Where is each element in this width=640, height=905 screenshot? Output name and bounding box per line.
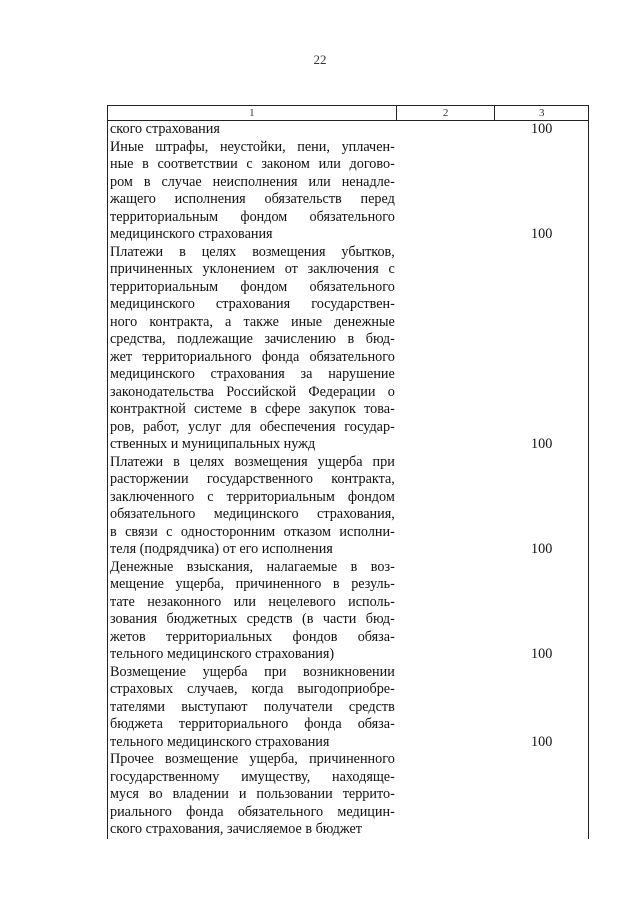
row-percentage <box>495 244 588 454</box>
row-col-2 <box>395 244 496 454</box>
row-description <box>108 244 395 454</box>
income-table <box>107 105 589 839</box>
row-description <box>108 664 395 752</box>
description-line: ные в соответствии с законом или догово- <box>110 156 395 172</box>
table-row <box>108 664 588 752</box>
description-line: Платежи в целях возмещения убытков, <box>110 243 395 260</box>
description-line: жет территориального фонда обязательного <box>110 348 395 365</box>
description-line: территориальным фондом обязательного <box>110 278 395 295</box>
table-header <box>108 105 588 121</box>
row-percentage <box>495 559 588 664</box>
description-line: ного контракта, а также иные денежные <box>110 313 395 330</box>
row-percentage <box>495 139 588 244</box>
description-line: тате незаконного или нецелевого исполь- <box>110 593 395 610</box>
description-line: Иные штрафы, неустойки, пени, уплачен- <box>110 138 395 155</box>
description-line: тателями выступают получатели средств <box>110 698 395 715</box>
description-line: ром в случае неисполнения или ненадле- <box>110 173 395 190</box>
description-line: зования бюджетных средств (в части бюд- <box>110 611 395 627</box>
row-col-2 <box>395 454 496 559</box>
header-col-2: 2 <box>397 106 496 120</box>
description-line: ственных и муниципальных нужд <box>110 436 316 452</box>
description-line: Платежи в целях возмещения ущерба при <box>110 453 395 470</box>
table-row <box>108 139 588 244</box>
percentage-value: 100 <box>531 541 553 557</box>
description-line: медицинского страхования за нарушение <box>110 366 395 382</box>
table-row <box>108 121 588 139</box>
row-description <box>108 139 395 244</box>
header-col-3: 3 <box>538 107 545 119</box>
description-line: медицинского страхования <box>110 226 273 242</box>
table-row <box>108 559 588 664</box>
row-percentage <box>495 664 588 752</box>
percentage-value: 100 <box>531 646 553 662</box>
description-line: бюджета территориального фонда обяза- <box>110 716 395 732</box>
description-line: обязательного медицинского страхования, <box>110 506 395 522</box>
description-line: средства, подлежащие зачислению в бюд- <box>110 331 395 347</box>
description-line: тельного медицинского страхования) <box>110 646 335 662</box>
description-line: в связи с односторонним отказом исполни- <box>110 523 395 540</box>
description-line: жетов территориальных фондов обяза- <box>110 628 395 645</box>
row-percentage <box>495 121 588 139</box>
row-col-2 <box>395 664 496 752</box>
percentage-value: 100 <box>531 436 553 452</box>
table-row <box>108 454 588 559</box>
page-number: 22 <box>313 52 327 67</box>
row-description <box>108 121 395 139</box>
description-line: ского страхования, зачисляемое в бюджет <box>110 821 363 837</box>
table-row <box>108 244 588 454</box>
percentage-value: 100 <box>531 226 553 242</box>
description-line: Возмещение ущерба при возникновении <box>110 663 395 680</box>
description-line: жащего исполнения обязательств перед <box>110 191 395 207</box>
percentage-value: 100 <box>531 733 553 750</box>
description-line: медицинского страхования государствен- <box>110 296 395 312</box>
row-description <box>108 751 395 839</box>
row-col-2 <box>395 559 496 664</box>
description-line: муся во владении и пользовании террито- <box>110 786 395 802</box>
description-line: территориальным фондом обязательного <box>110 208 395 225</box>
description-line: расторжении государственного контракта, <box>110 471 395 487</box>
description-line: ров, работ, услуг для обеспечения государ- <box>110 418 395 435</box>
row-col-2 <box>395 751 496 839</box>
row-percentage <box>495 751 588 839</box>
description-line: риального фонда обязательного медицин- <box>110 803 395 820</box>
row-percentage <box>495 454 588 559</box>
table-row <box>108 751 588 839</box>
description-line: государственному имуществу, находяще- <box>110 768 395 785</box>
description-line: контрактной системе в сфере закупок това- <box>110 401 395 417</box>
description-line: мещение ущерба, причиненного в резуль- <box>110 576 395 592</box>
table-body <box>108 121 588 839</box>
row-col-2 <box>395 121 496 139</box>
description-line: ского страхования <box>110 121 220 137</box>
header-col-1: 1 <box>108 106 397 120</box>
percentage-value: 100 <box>531 121 553 137</box>
description-line: тельного медицинского страхования <box>110 733 330 750</box>
row-description <box>108 454 395 559</box>
description-line: причиненных уклонением от заключения с <box>110 261 395 277</box>
description-line: теля (подрядчика) от его исполнения <box>110 541 333 557</box>
description-line: законодательства Российской Федерации о <box>110 383 395 400</box>
description-line: Прочее возмещение ущерба, причиненного <box>110 751 395 767</box>
row-col-2 <box>395 139 496 244</box>
description-line: Денежные взыскания, налагаемые в воз- <box>110 558 395 575</box>
row-description <box>108 559 395 664</box>
description-line: заключенного с территориальным фондом <box>110 488 395 505</box>
description-line: страховых случаев, когда выгодоприобре- <box>110 681 395 697</box>
